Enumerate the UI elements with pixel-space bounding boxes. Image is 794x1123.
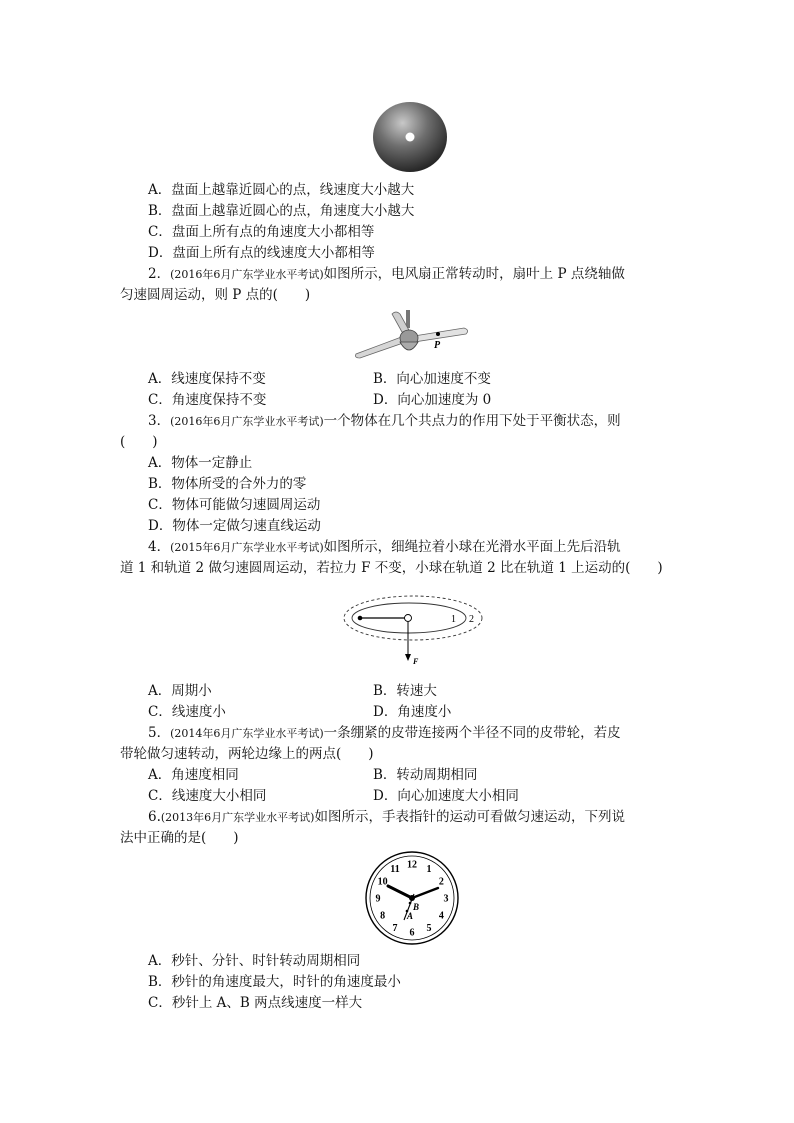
- orbit-center-hole: [405, 615, 412, 622]
- q6-option-b: B．秒针的角速度最大，时针的角速度最小: [148, 974, 401, 990]
- clock-numeral-2: 2: [438, 876, 444, 888]
- q2-option-c: C．角速度保持不变: [148, 392, 267, 408]
- clock-label-b: B: [413, 902, 420, 912]
- q5-option-a: A．角速度相同: [148, 767, 239, 783]
- clock-numeral-8: 8: [380, 910, 386, 922]
- q4-stem-text: 如图所示，细绳拉着小球在光滑水平面上先后沿轨: [323, 539, 621, 555]
- clock-point-b: [409, 902, 412, 905]
- q3-option-c: C．物体可能做匀速圆周运动: [148, 497, 321, 513]
- q5-stem-line1: [148, 723, 621, 744]
- q6-number: 6.: [148, 809, 161, 825]
- q2-source: (2016年6月广东学业水平考试): [170, 268, 324, 281]
- q6-source: (2013年6月广东学业水平考试): [160, 811, 315, 824]
- clock-numeral-12: 12: [407, 859, 417, 871]
- q6-option-a: A．秒针、分针、时针转动周期相同: [148, 953, 361, 969]
- clock-numeral-10: 10: [377, 876, 388, 888]
- clock-numeral-1: 1: [426, 864, 432, 876]
- q5-option-d: D．向心加速度大小相同: [373, 788, 519, 804]
- q3-option-a: A．物体一定静止: [148, 455, 253, 471]
- q3-option-d: D．物体一定做匀速直线运动: [148, 518, 321, 534]
- q2-option-a: A．线速度保持不变: [148, 371, 266, 387]
- q6-stem-line2: 法中正确的是( ): [120, 830, 239, 846]
- orbit-figure: [343, 594, 487, 666]
- q2-stem-line2: 匀速圆周运动，则 P 点的( ): [120, 287, 311, 303]
- q3-stem-line2: ( ): [120, 434, 158, 450]
- orbit-label-f: F: [413, 657, 419, 666]
- q4-number: 4．: [148, 539, 171, 555]
- orbit-label-2: 2: [469, 614, 474, 625]
- q4-source: (2015年6月广东学业水平考试): [170, 541, 324, 554]
- q2-option-b: B．向心加速度不变: [373, 371, 491, 387]
- orbit-label-1: 1: [451, 614, 456, 625]
- fan-blade-right: [414, 328, 468, 342]
- q3-option-b: B．物体所受的合外力的零: [148, 476, 307, 492]
- q5-stem-line2: 带轮做匀速转动，两轮边缘上的两点( ): [120, 746, 374, 762]
- orbit-ball: [358, 616, 363, 621]
- q1-option-a: A．盘面上越靠近圆心的点，线速度大小越大: [148, 182, 415, 198]
- disc-center-hole: [406, 133, 415, 142]
- clock-numeral-11: 11: [390, 864, 400, 876]
- clock-numeral-7: 7: [392, 922, 398, 934]
- q5-stem-text: 一条绷紧的皮带连接两个半径不同的皮带轮，若皮: [323, 725, 621, 741]
- q3-stem-line1: [148, 411, 621, 432]
- clock-numeral-3: 3: [443, 893, 449, 905]
- clock-figure: [364, 850, 460, 946]
- q1-option-b: B．盘面上越靠近圆心的点，角速度大小越大: [148, 203, 415, 219]
- q4-stem-line1: [148, 537, 621, 558]
- q4-option-c: C．线速度小: [148, 704, 226, 720]
- clock-numeral-9: 9: [375, 893, 381, 905]
- q5-option-b: B．转动周期相同: [373, 767, 478, 783]
- q3-stem-text: 一个物体在几个共点力的作用下处于平衡状态，则: [323, 413, 621, 429]
- q3-number: 3．: [148, 413, 171, 429]
- q4-stem-line2: 道 1 和轨道 2 做匀速圆周运动，若拉力 F 不变，小球在轨道 2 比在轨道 1 上运动的( ): [120, 560, 663, 576]
- fan-label-p: P: [434, 340, 441, 351]
- clock-numeral-6: 6: [409, 927, 415, 939]
- q4-option-d: D．角速度小: [373, 704, 452, 720]
- q4-option-a: A．周期小: [148, 683, 212, 699]
- q5-number: 5．: [148, 725, 171, 741]
- q6-stem-text: 如图所示，手表指针的运动可看做匀速运动，下列说: [314, 809, 625, 825]
- q6-option-c: C．秒针上 A、B 两点线速度一样大: [148, 995, 363, 1011]
- q1-option-d: D．盘面上所有点的线速度大小都相等: [148, 245, 375, 261]
- clock-numeral-5: 5: [426, 922, 432, 934]
- q2-option-d: D．向心加速度为 0: [373, 392, 492, 408]
- fan-blade-left: [356, 336, 407, 358]
- orbit-force-arrow: [405, 654, 411, 661]
- q2-stem-line1: [148, 264, 625, 285]
- disc-figure: [370, 100, 450, 175]
- q2-number: 2．: [148, 266, 171, 282]
- q3-source: (2016年6月广东学业水平考试): [170, 415, 324, 428]
- q2-stem-text: 如图所示，电风扇正常转动时，扇叶上 P 点绕轴做: [323, 266, 625, 282]
- q5-source: (2014年6月广东学业水平考试): [170, 727, 324, 740]
- q1-option-c: C．盘面上所有点的角速度大小都相等: [148, 224, 375, 240]
- fan-point-p: [436, 332, 440, 336]
- clock-numeral-4: 4: [438, 910, 444, 922]
- clock-center-pin: [409, 895, 415, 901]
- q6-stem-line1: [148, 807, 625, 828]
- fan-motor: [400, 342, 418, 350]
- fan-figure: [352, 308, 472, 366]
- q5-option-c: C．线速度大小相同: [148, 788, 267, 804]
- clock-label-a: A: [407, 911, 414, 921]
- q4-option-b: B．转速大: [373, 683, 437, 699]
